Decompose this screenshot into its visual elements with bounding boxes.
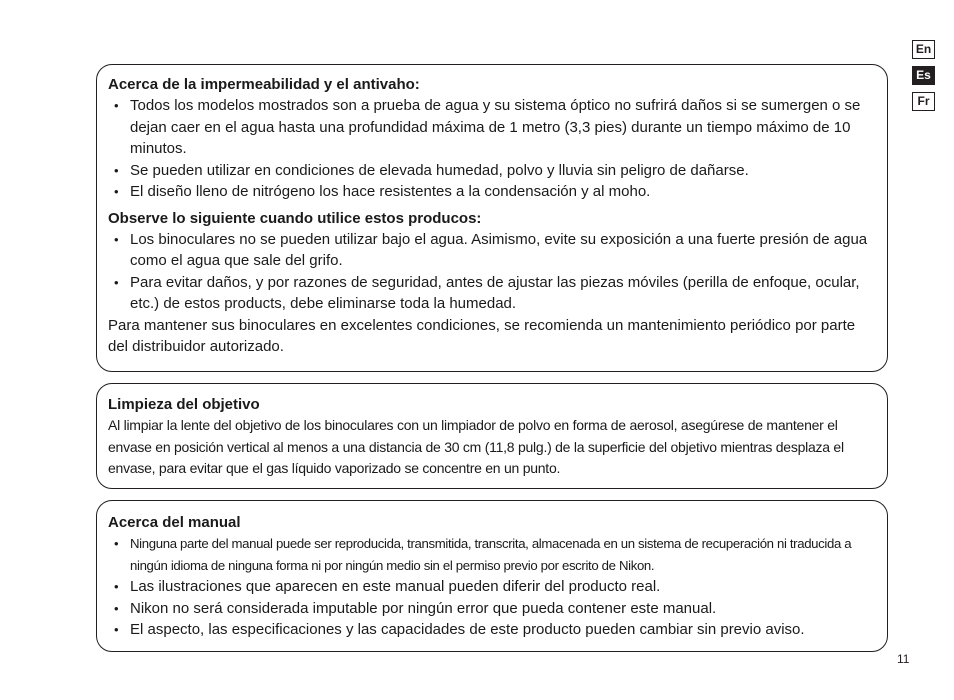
bullet-icon: •: [114, 579, 119, 594]
list-item-text: Ninguna parte del manual puede ser reproducida, transmitida, transcrita, almacenada en un sistema de recuperación ni traducida a ningún idioma de ninguna forma ni por ningún medio sin el permiso previo por escrito de Nikon.: [130, 536, 852, 573]
list-item-text: Las ilustraciones que aparecen en este manual pueden diferir del producto real.: [130, 578, 661, 595]
cleaning-body: Al limpiar la lente del objetivo de los binoculares con un limpiador de polvo en forma de aerosol, asegúrese de mantener el envase en posición vertical al menos a una distancia de 30 cm (11,8 pulg.) de la superficie del objetivo mientras desplaza el envase, para evitar que el gas líquido vaporizado se concentre en un punto.: [108, 417, 844, 476]
waterproof-list: [108, 95, 877, 203]
list-item: [108, 272, 877, 315]
observe-heading: Observe lo siguiente cuando utilice estos producos:: [108, 209, 482, 227]
list-item-text: Los binoculares no se pueden utilizar bajo el agua. Asimismo, evite su exposición a una fuerte presión de agua como el agua que sale del grifo.: [130, 230, 868, 269]
list-item-text: Todos los modelos mostrados son a prueba de agua y su sistema óptico no sufrirá daños si se sumergen o se dejan caer en el agua hasta una profundidad máxima de 1 metro (3,3 pies) durante un tiempo máximo de 10 minutos.: [130, 97, 861, 157]
list-item: [108, 181, 877, 203]
bullet-icon: •: [114, 274, 119, 290]
page-number: 11: [897, 652, 910, 666]
list-item-text: Para evitar daños, y por razones de seguridad, antes de ajustar las piezas móviles (perilla de enfoque, ocular, etc.) de estos products, debe eliminarse toda la humedad.: [130, 273, 860, 312]
bullet-icon: •: [114, 162, 119, 178]
bullet-icon: •: [114, 600, 119, 616]
list-item-text: Nikon no será considerada imputable por ningún error que pueda contener este manual.: [130, 599, 717, 617]
language-tab-en[interactable]: En: [912, 40, 935, 59]
lens-cleaning-box: [96, 383, 888, 489]
list-item: [108, 576, 877, 598]
manual-heading: Acerca del manual: [108, 514, 241, 531]
language-tab-es[interactable]: Es: [912, 66, 935, 85]
list-item-text: Se pueden utilizar en condiciones de elevada humedad, polvo y lluvia sin peligro de dañarse.: [130, 161, 749, 179]
waterproof-notice-box: [96, 64, 888, 372]
bullet-icon: •: [114, 98, 119, 113]
waterproof-heading: Acerca de la impermeabilidad y el antivaho:: [108, 76, 420, 93]
bullet-icon: •: [114, 536, 119, 551]
cleaning-heading: Limpieza del objetivo: [108, 396, 260, 413]
language-tabs: [912, 40, 934, 118]
bullet-icon: •: [114, 622, 119, 637]
list-item: [108, 160, 877, 182]
list-item: [108, 598, 877, 620]
maintenance-note: Para mantener sus binoculares en excelentes condiciones, se recomienda un mantenimiento periódico por parte del distribuidor autorizado.: [108, 316, 856, 355]
bullet-icon: •: [114, 231, 119, 247]
list-item: [108, 619, 877, 641]
list-item: [108, 95, 877, 160]
list-item: [108, 229, 877, 272]
observe-list: [108, 229, 877, 315]
list-item-text: El diseño lleno de nitrógeno los hace resistentes a la condensación y al moho.: [130, 183, 651, 200]
list-item: [108, 533, 877, 576]
list-item-text: El aspecto, las especificaciones y las capacidades de este producto pueden cambiar sin previo aviso.: [130, 621, 805, 638]
bullet-icon: •: [114, 184, 119, 199]
manual-notice-box: [96, 500, 888, 652]
manual-list: [108, 533, 877, 641]
language-tab-fr[interactable]: Fr: [912, 92, 935, 111]
